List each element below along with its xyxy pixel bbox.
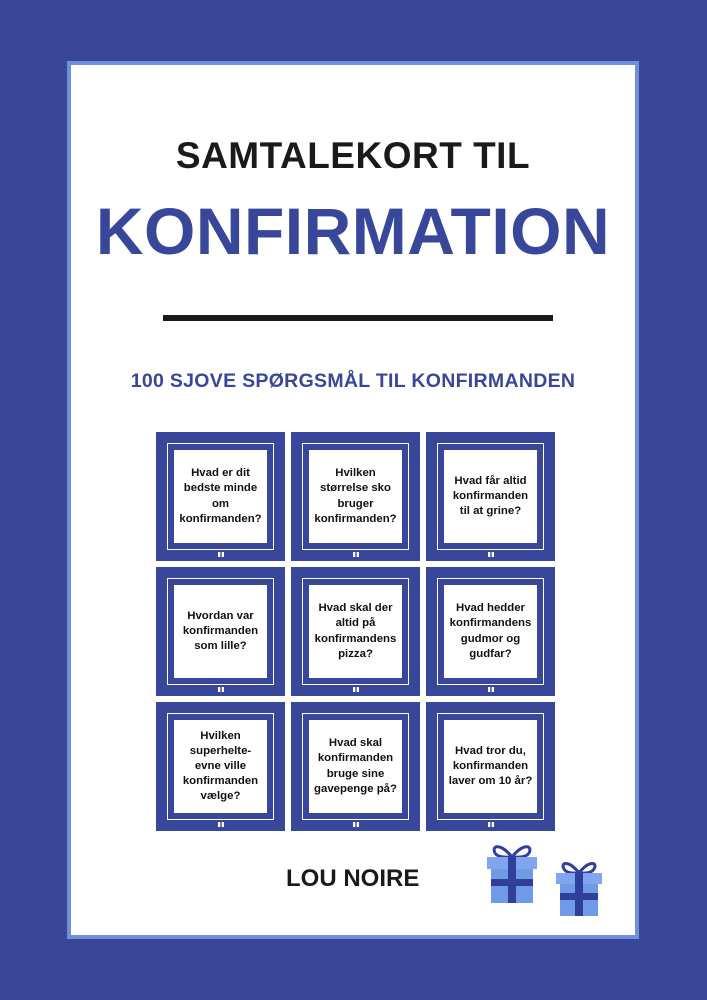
- question-card: [426, 432, 555, 561]
- mini-gift-icon: [487, 684, 495, 692]
- card-text: Hvad får altid konfirmanden til at grine?: [452, 474, 529, 518]
- card-text: Hvordan var konfirmanden som lille?: [182, 609, 259, 653]
- card-text: Hvad tror du, konfirmanden laver om 10 år?: [448, 744, 533, 788]
- question-card: [291, 702, 420, 831]
- question-card: [426, 702, 555, 831]
- mini-gift-icon: [487, 549, 495, 557]
- mini-gift-icon: [217, 684, 225, 692]
- mini-gift-icon: [487, 819, 495, 827]
- question-card: [156, 702, 285, 831]
- mini-gift-icon: [217, 549, 225, 557]
- title-line-2: KONFIRMATION: [95, 194, 611, 268]
- mini-gift-icon: [352, 819, 360, 827]
- title-line-1: SAMTALEKORT TIL: [175, 135, 531, 176]
- mini-gift-icon: [352, 684, 360, 692]
- card-text: Hvad skal konfirmanden bruge sine gavepenge på?: [314, 737, 397, 795]
- question-card: [156, 432, 285, 561]
- card-text: Hvilken størrelse sko bruger konfirmanden?: [314, 467, 397, 525]
- cover-page: [67, 61, 639, 939]
- author-name: LOU NOIRE: [286, 865, 420, 892]
- title-divider: [163, 315, 553, 321]
- card-text: Hvad er dit bedste minde om konfirmanden?: [179, 467, 262, 525]
- card-text: Hvad skal der altid på konfirmandens pizza?: [314, 602, 397, 660]
- subtitle: 100 SJOVE SPØRGSMÅL TIL KONFIRMANDEN: [130, 370, 576, 392]
- question-card: [156, 567, 285, 696]
- card-grid: [156, 432, 556, 832]
- question-card: [291, 567, 420, 696]
- card-text: Hvilken superhelte-evne ville konfirmanden vælge?: [182, 729, 259, 803]
- gift-icon: [553, 857, 605, 919]
- mini-gift-icon: [217, 819, 225, 827]
- card-text: Hvad hedder konfirmandens gudmor og gudfar?: [449, 602, 532, 660]
- gift-icon: [483, 839, 541, 905]
- question-card: [291, 432, 420, 561]
- mini-gift-icon: [352, 549, 360, 557]
- question-card: [426, 567, 555, 696]
